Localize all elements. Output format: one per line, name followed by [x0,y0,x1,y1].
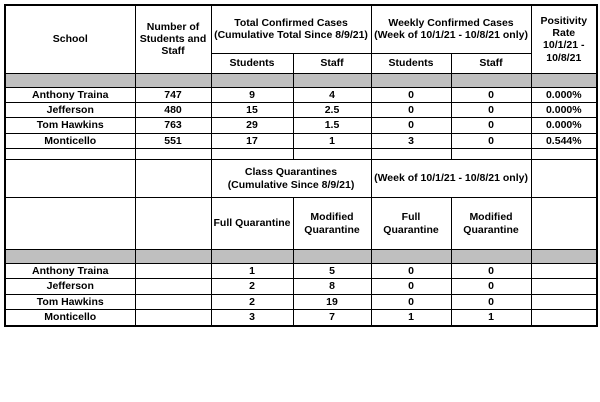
cell-weekly-students: 0 [371,118,451,133]
cell-cum-full: 3 [211,310,293,326]
cell-blank-positivity [531,310,597,326]
cell-cum-modified: 19 [293,294,371,309]
header-row-main [5,5,597,53]
table-row [5,294,597,309]
cell-total-students: 29 [211,118,293,133]
cell-weekly-staff: 0 [451,87,531,102]
cell-total-students: 17 [211,133,293,148]
subheader-cum-modified-quarantine: Modified Quarantine [293,198,371,250]
cell-week-full: 1 [371,310,451,326]
header-weekly-confirmed-cases: Weekly Confirmed Cases (Week of 10/1/21 - 10/8/21 only) [371,5,531,53]
separator-cell [211,250,293,264]
cell-school: Jefferson [5,102,135,117]
cell-weekly-students: 0 [371,87,451,102]
cell-blank-number [135,279,211,294]
cell-week-modified: 0 [451,279,531,294]
header-weekly-quarantines: (Week of 10/1/21 - 10/8/21 only) [371,160,531,198]
cell-cum-full: 1 [211,264,293,279]
header-class-quarantines: Class Quarantines (Cumulative Since 8/9/21) [211,160,371,198]
quarantine-sub-blank-positivity [531,198,597,250]
separator-cell [531,250,597,264]
table-row [5,264,597,279]
cell-week-full: 0 [371,294,451,309]
cell-number: 480 [135,102,211,117]
cell-weekly-staff: 0 [451,118,531,133]
spacer-cell [135,149,211,160]
quarantine-sub-blank-school [5,198,135,250]
table-row [5,279,597,294]
cell-total-staff: 1.5 [293,118,371,133]
spacer-cell [5,149,135,160]
cell-school: Tom Hawkins [5,118,135,133]
covid-report-table [4,4,598,327]
separator-cell [371,250,451,264]
quarantine-header-blank-number [135,160,211,198]
subheader-total-students: Students [211,53,293,73]
subheader-week-full-quarantine: Full Quarantine [371,198,451,250]
subheader-weekly-staff: Staff [451,53,531,73]
cell-positivity: 0.000% [531,118,597,133]
cell-blank-positivity [531,264,597,279]
quarantine-sub-blank-number [135,198,211,250]
separator-row-gray-2 [5,250,597,264]
cell-school: Anthony Traina [5,87,135,102]
spacer-cell [371,149,451,160]
spacer-cell [531,149,597,160]
cell-blank-number [135,264,211,279]
separator-cell [451,250,531,264]
table-row [5,118,597,133]
spacer-cell [293,149,371,160]
cell-number: 551 [135,133,211,148]
cell-school: Jefferson [5,279,135,294]
cell-positivity: 0.000% [531,102,597,117]
cell-blank-positivity [531,294,597,309]
table-row [5,87,597,102]
quarantine-subheader-row [5,198,597,250]
separator-cell [451,73,531,87]
table-row [5,133,597,148]
spacer-cell [451,149,531,160]
cell-weekly-students: 3 [371,133,451,148]
cell-blank-number [135,310,211,326]
cell-number: 763 [135,118,211,133]
subheader-week-modified-quarantine: Modified Quarantine [451,198,531,250]
separator-cell [531,73,597,87]
cell-total-staff: 4 [293,87,371,102]
separator-cell [293,73,371,87]
cell-blank-number [135,294,211,309]
separator-cell [211,73,293,87]
cell-cum-full: 2 [211,294,293,309]
cell-weekly-staff: 0 [451,102,531,117]
table-row [5,310,597,326]
cell-positivity: 0.544% [531,133,597,148]
separator-cell [371,73,451,87]
spacer-row [5,149,597,160]
cell-week-full: 0 [371,279,451,294]
cell-cum-modified: 5 [293,264,371,279]
subheader-weekly-students: Students [371,53,451,73]
cell-total-staff: 2.5 [293,102,371,117]
separator-cell [135,73,211,87]
cell-week-full: 0 [371,264,451,279]
cell-total-students: 15 [211,102,293,117]
quarantine-header-row [5,160,597,198]
cell-positivity: 0.000% [531,87,597,102]
cell-cum-full: 2 [211,279,293,294]
cell-school: Monticello [5,310,135,326]
separator-cell [5,73,135,87]
cell-weekly-students: 0 [371,102,451,117]
separator-row-gray [5,73,597,87]
subheader-total-staff: Staff [293,53,371,73]
quarantine-header-blank-school [5,160,135,198]
cell-number: 747 [135,87,211,102]
cell-week-modified: 1 [451,310,531,326]
subheader-cum-full-quarantine: Full Quarantine [211,198,293,250]
quarantine-header-blank-positivity [531,160,597,198]
header-school: School [5,5,135,73]
separator-cell [135,250,211,264]
cell-cum-modified: 8 [293,279,371,294]
separator-cell [5,250,135,264]
cell-school: Anthony Traina [5,264,135,279]
cell-week-modified: 0 [451,294,531,309]
table-row [5,102,597,117]
cell-week-modified: 0 [451,264,531,279]
separator-cell [293,250,371,264]
cell-weekly-staff: 0 [451,133,531,148]
cell-school: Tom Hawkins [5,294,135,309]
cell-total-students: 9 [211,87,293,102]
spacer-cell [211,149,293,160]
header-number-students-staff: Number of Students and Staff [135,5,211,73]
header-total-confirmed-cases: Total Confirmed Cases (Cumulative Total Since 8/9/21) [211,5,371,53]
cell-school: Monticello [5,133,135,148]
header-positivity-rate: Positivity Rate 10/1/21 - 10/8/21 [531,5,597,73]
cell-cum-modified: 7 [293,310,371,326]
cell-total-staff: 1 [293,133,371,148]
cell-blank-positivity [531,279,597,294]
